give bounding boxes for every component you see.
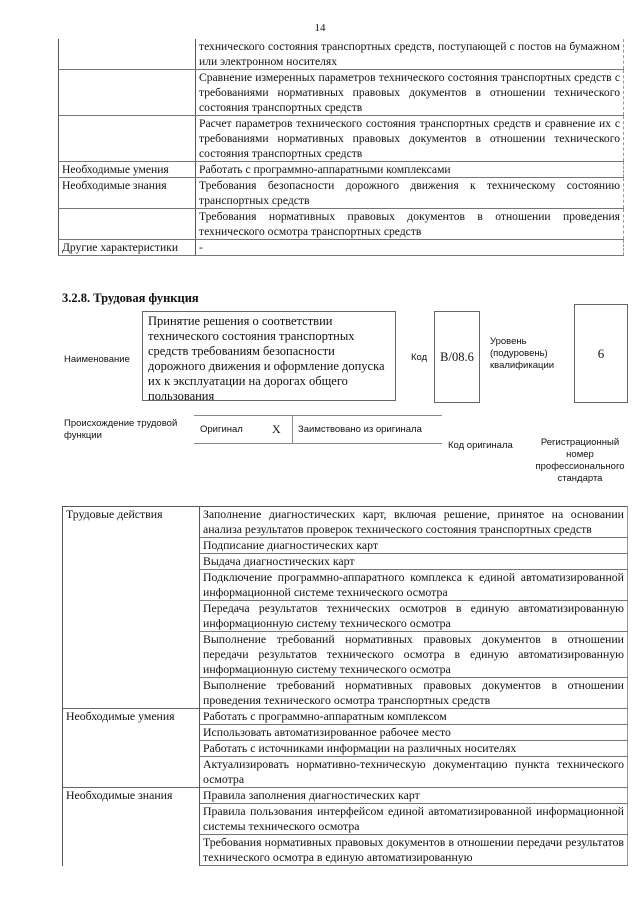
top-table-row [59,209,624,240]
group-item: Подписание диагностических карт [200,538,628,554]
row-label: Другие характеристики [59,240,196,256]
main-table [62,506,628,866]
top-table-row [59,39,624,70]
group-item: Правила пользования интерфейсом единой автоматизированной информационной системы технического осмотра [200,804,628,835]
origin-row [194,415,442,444]
page-number: 14 [314,22,326,34]
group-item: Заполнение диагностических карт, включая решение, принятое на основании анализа результатов проверок технического состояния транспортных средств [200,507,628,538]
group-label: Необходимые знания [63,788,200,866]
group-item: Работать с программно-аппаратным комплексом [200,709,628,725]
row-label: Необходимые умения [59,162,196,178]
level-label: Уровень (подуровень) квалификации [490,336,555,371]
group-item: Выполнение требований нормативных правовых документов в отношении проведения технического осмотра транспортных средств [200,678,628,709]
top-table-row [59,240,624,256]
group-item: Выполнение требований нормативных правовых документов в отношении передачи результатов технического осмотра в единую автоматизированную информационную систему технического осмотра [200,632,628,678]
top-table [58,39,624,256]
group-item: Работать с источниками информации на различных носителях [200,741,628,757]
main-table-row [63,507,628,538]
group-item: Использовать автоматизированное рабочее место [200,725,628,741]
group-item: Передача результатов технических осмотров в единую автоматизированную информационную систему технического осмотра [200,601,628,632]
reg-number-label: Регистрационный номер профессионального стандарта [535,437,625,484]
top-table-row [59,178,624,209]
group-item: Требования нормативных правовых документов в отношении передачи результатов технического осмотра в единую автоматизированную [200,835,628,866]
group-label: Необходимые умения [63,709,200,788]
row-label [59,70,196,116]
main-table-row [63,788,628,804]
function-name-box: Принятие решения о соответствии технического состояния транспортных средств требованиям безопасности дорожного движения и оформление допуска их к эксплуатации на дорогах общего пользования [142,311,396,401]
code-original-label: Код оригинала [448,440,513,451]
code-value-box: B/08.6 [434,311,480,403]
group-item: Правила заполнения диагностических карт [200,788,628,804]
original-mark: X [272,422,281,436]
row-text: Требования нормативных правовых документов в отношении проведения технического осмотра транспортных средств [196,209,624,240]
row-text: Расчет параметров технического состояния транспортных средств и сравнение их с требованиями нормативных правовых документов в отношении технического состояния транспортных средств [196,116,624,162]
group-label: Трудовые действия [63,507,200,709]
row-text: - [196,240,624,256]
name-label: Наименование [64,354,130,365]
origin-divider [292,416,293,443]
row-label [59,209,196,240]
group-item: Актуализировать нормативно-техническую документацию пункта технического осмотра [200,757,628,788]
original-label: Оригинал [200,424,243,435]
row-label [59,39,196,70]
top-table-row [59,116,624,162]
main-table-row [63,709,628,725]
row-text: технического состояния транспортных средств, поступающей с постов на бумажном или электронном носителях [196,39,624,70]
top-table-row [59,162,624,178]
row-label: Необходимые знания [59,178,196,209]
group-item: Выдача диагностических карт [200,554,628,570]
origin-label: Происхождение трудовой функции [64,418,178,441]
row-text: Сравнение измеренных параметров технического состояния транспортных средств с требованиями нормативных правовых документов в отношении технического состояния транспортных средств [196,70,624,116]
row-label [59,116,196,162]
row-text: Работать с программно-аппаратными комплексами [196,162,624,178]
row-text: Требования безопасности дорожного движения к техническому состоянию транспортных средств [196,178,624,209]
top-table-row [59,70,624,116]
level-value-box: 6 [574,304,628,403]
section-title: 3.2.8. Трудовая функция [62,291,199,305]
borrowed-label: Заимствовано из оригинала [298,424,422,435]
group-item: Подключение программно-аппаратного комплекса к единой автоматизированной информационной системе технического осмотра [200,570,628,601]
code-label: Код [411,352,428,363]
